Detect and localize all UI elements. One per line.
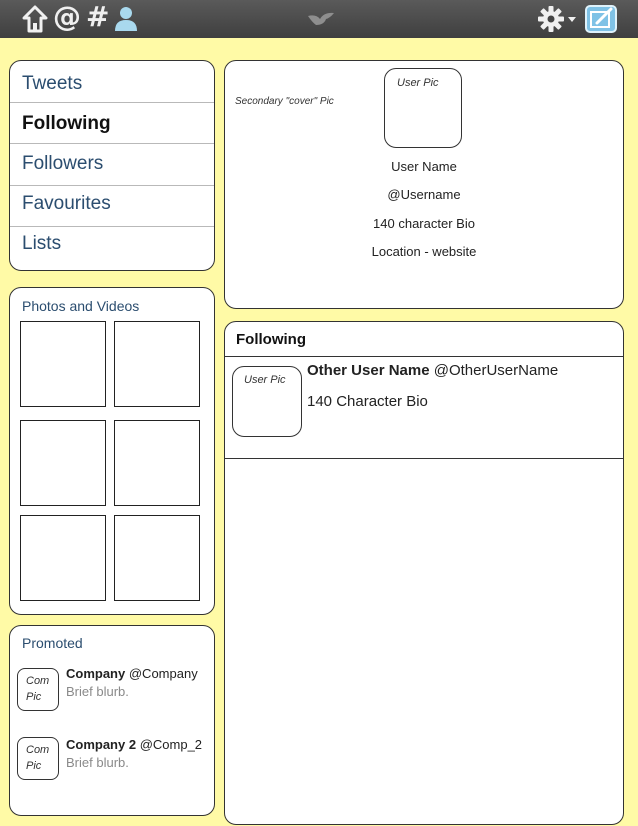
user-pic-label: User Pic xyxy=(244,374,286,386)
mentions-icon[interactable]: @ xyxy=(53,0,81,33)
nav-item-tweets[interactable]: Tweets xyxy=(22,73,83,94)
hashtag-icon[interactable]: # xyxy=(86,0,110,33)
other-user-pic[interactable] xyxy=(232,366,302,437)
promoted-title: Promoted xyxy=(22,635,83,651)
other-user-handle: @OtherUserName xyxy=(433,362,559,379)
divider xyxy=(225,458,623,459)
company-name: Company xyxy=(66,666,126,681)
company-pic-label: Com xyxy=(26,675,50,687)
nav-item-followers[interactable]: Followers xyxy=(22,153,104,174)
company-blurb: Brief blurb. xyxy=(66,684,129,699)
photo-thumbnail[interactable] xyxy=(20,420,106,506)
promoted-account-name[interactable] xyxy=(66,666,198,681)
company-pic-label: Pic xyxy=(26,691,42,703)
promoted-account-name[interactable] xyxy=(66,737,202,752)
profile-header-panel xyxy=(224,60,624,309)
following-header: Following xyxy=(236,331,306,348)
user-name: User Name xyxy=(391,159,457,174)
nav-item-favourites[interactable]: Favourites xyxy=(22,193,111,214)
company-pic[interactable] xyxy=(17,668,59,711)
company-blurb: Brief blurb. xyxy=(66,755,129,770)
company-name: Company 2 xyxy=(66,737,137,752)
other-user-bio: 140 Character Bio xyxy=(307,393,428,410)
top-navigation-bar xyxy=(0,0,638,38)
other-user-name-line[interactable] xyxy=(307,362,558,379)
following-panel xyxy=(224,321,624,825)
user-pic-label: User Pic xyxy=(397,77,439,89)
company-pic-label: Pic xyxy=(26,760,42,772)
gear-icon[interactable] xyxy=(537,4,579,39)
company-handle: @Comp_2 xyxy=(139,737,203,752)
photo-thumbnail[interactable] xyxy=(114,420,200,506)
location-website[interactable]: Location - website xyxy=(371,244,477,259)
compose-icon[interactable] xyxy=(584,4,618,39)
photo-thumbnail[interactable] xyxy=(114,321,200,407)
user-bio: 140 character Bio xyxy=(373,216,475,231)
profile-nav-menu xyxy=(9,60,215,271)
nav-item-following[interactable]: Following xyxy=(22,113,111,134)
company-pic[interactable] xyxy=(17,737,59,780)
logo-bird-icon xyxy=(306,10,336,33)
divider xyxy=(225,356,623,357)
photo-thumbnail[interactable] xyxy=(114,515,200,601)
photo-thumbnail[interactable] xyxy=(20,321,106,407)
promoted-panel xyxy=(9,625,215,816)
profile-icon[interactable] xyxy=(113,5,139,38)
nav-item-lists[interactable]: Lists xyxy=(22,233,62,254)
username-handle: @Username xyxy=(387,187,461,202)
photos-and-videos-panel xyxy=(9,287,215,615)
home-icon[interactable] xyxy=(22,5,48,38)
company-pic-label: Com xyxy=(26,744,50,756)
photos-title: Photos and Videos xyxy=(22,298,140,314)
company-handle: @Company xyxy=(128,666,198,681)
photo-thumbnail[interactable] xyxy=(20,515,106,601)
other-user-name: Other User Name xyxy=(307,362,430,379)
user-pic[interactable] xyxy=(384,68,462,148)
cover-pic-label: Secondary "cover" Pic xyxy=(235,96,334,107)
